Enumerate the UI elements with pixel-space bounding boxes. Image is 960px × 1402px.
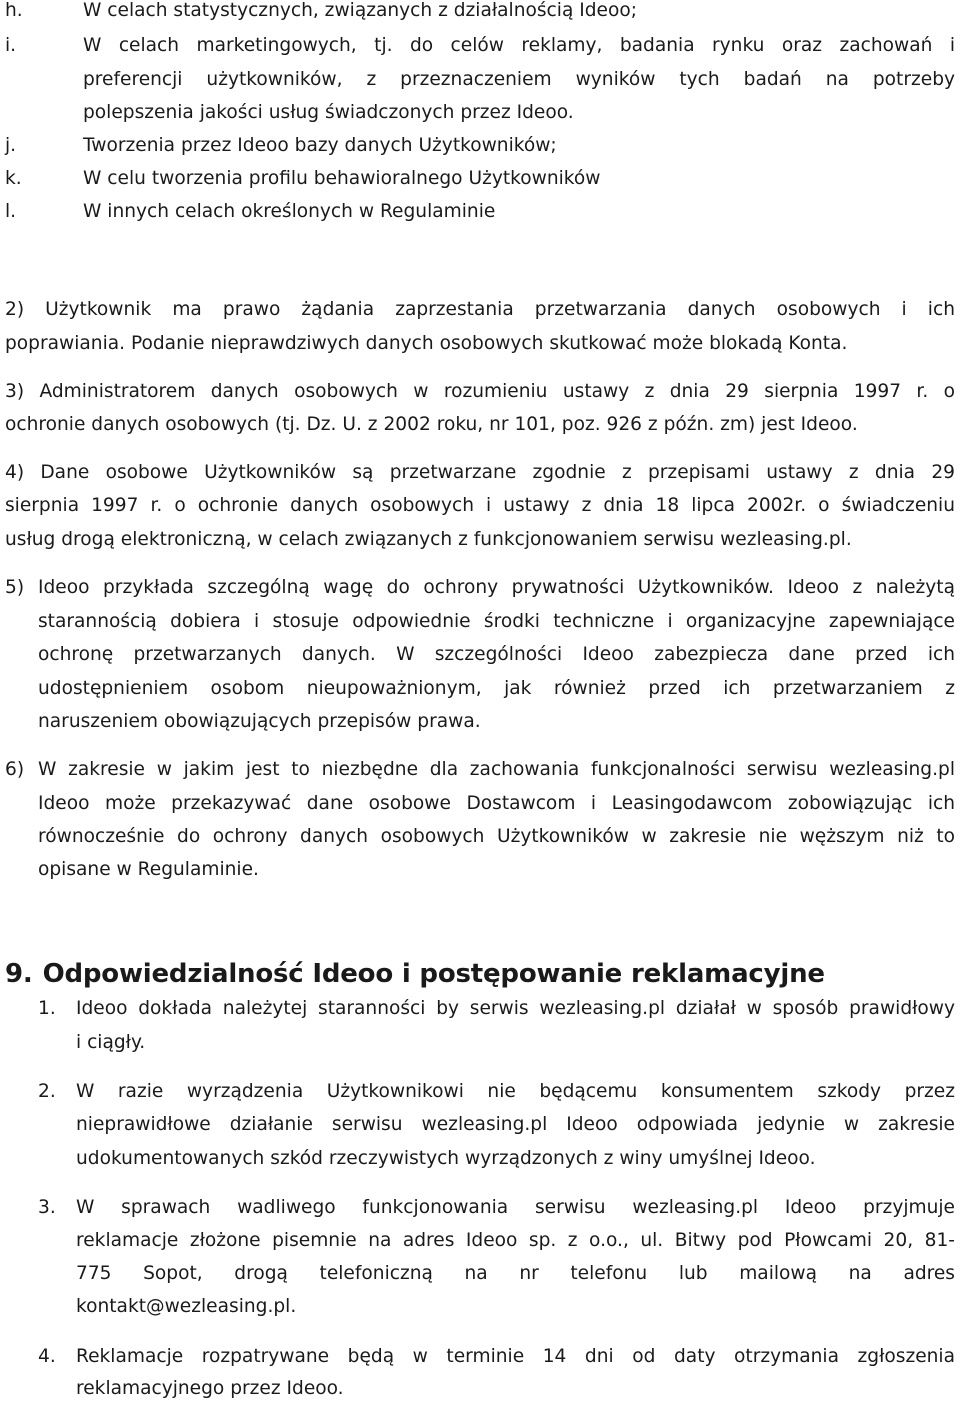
- section-title: Odpowiedzialność Ideoo i postępowanie reklamacyjne: [42, 959, 825, 989]
- item-line: Ideoo dokłada należytej staranności by serwis wezleasing.pl działał w sposób prawidłowy: [76, 998, 955, 1019]
- paragraph-marker: 5): [5, 577, 25, 598]
- list-item-line: W innych celach określonych w Regulaminie: [83, 201, 496, 222]
- list-marker: j.: [5, 135, 17, 156]
- list-marker: i.: [5, 35, 17, 56]
- item-line: nieprawidłowe działanie serwisu wezleasing.pl Ideoo odpowiada jedynie w zakresie: [76, 1114, 955, 1135]
- list-item-line: Tworzenia przez Ideoo bazy danych Użytkowników;: [83, 135, 557, 156]
- paragraph-line: 2) Użytkownik ma prawo żądania zaprzestania przetwarzania danych osobowych i ich: [5, 299, 955, 320]
- paragraph-marker: 6): [5, 759, 25, 780]
- list-marker: h.: [5, 0, 23, 21]
- paragraph-line: udostępnieniem osobom nieupoważnionym, jak również przed ich przetwarzaniem z: [38, 678, 955, 699]
- paragraph-line: sierpnia 1997 r. o ochronie danych osobowych i ustawy z dnia 18 lipca 2002r. o świadczeniu: [5, 495, 955, 516]
- list-item-line: polepszenia jakości usług świadczonych przez Ideoo.: [83, 102, 574, 123]
- item-line: kontakt@wezleasing.pl.: [76, 1296, 297, 1317]
- section-heading: [5, 957, 825, 991]
- item-line: 775 Sopot, drogą telefoniczną na nr telefonu lub mailową na adres: [76, 1263, 955, 1284]
- paragraph-line: ochronie danych osobowych (tj. Dz. U. z 2002 roku, nr 101, poz. 926 z późn. zm) jest Ideoo.: [5, 414, 858, 435]
- paragraph-line: poprawiania. Podanie nieprawdziwych danych osobowych skutkować może blokadą Konta.: [5, 333, 848, 354]
- item-line: udokumentowanych szkód rzeczywistych wyrządzonych z winy umyślnej Ideoo.: [76, 1148, 816, 1169]
- list-marker: l.: [5, 201, 17, 222]
- item-marker: 3.: [38, 1197, 56, 1218]
- section-number: 9.: [5, 959, 33, 989]
- paragraph-line: Ideoo przykłada szczególną wagę do ochrony prywatności Użytkowników. Ideoo z należytą: [38, 577, 955, 598]
- item-marker: 4.: [38, 1346, 56, 1367]
- paragraph-line: opisane w Regulaminie.: [38, 859, 259, 880]
- list-item-line: W celu tworzenia profilu behawioralnego Użytkowników: [83, 168, 601, 189]
- paragraph-line: ochronę przetwarzanych danych. W szczególności Ideoo zabezpiecza dane przed ich: [38, 644, 955, 665]
- item-line: Reklamacje rozpatrywane będą w terminie 14 dni od daty otrzymania zgłoszenia: [76, 1346, 955, 1367]
- paragraph-line: 3) Administratorem danych osobowych w rozumieniu ustawy z dnia 29 sierpnia 1997 r. o: [5, 381, 955, 402]
- paragraph-line: starannością dobiera i stosuje odpowiednie środki techniczne i organizacyjne zapewniające: [38, 611, 955, 632]
- paragraph-line: naruszeniem obowiązujących przepisów prawa.: [38, 711, 481, 732]
- item-line: W sprawach wadliwego funkcjonowania serwisu wezleasing.pl Ideoo przyjmuje: [76, 1197, 955, 1218]
- item-line: reklamacje złożone pisemnie na adres Ideoo sp. z o.o., ul. Bitwy pod Płowcami 20, 81-: [76, 1230, 955, 1251]
- list-marker: k.: [5, 168, 22, 189]
- paragraph-line: równocześnie do ochrony danych osobowych Użytkowników w zakresie nie węższym niż to: [38, 826, 955, 847]
- list-item-line: preferencji użytkowników, z przeznaczeniem wyników tych badań na potrzeby: [83, 69, 955, 90]
- item-line: i ciągły.: [76, 1032, 146, 1053]
- paragraph-line: 4) Dane osobowe Użytkowników są przetwarzane zgodnie z przepisami ustawy z dnia 29: [5, 462, 955, 483]
- item-line: W razie wyrządzenia Użytkownikowi nie będącemu konsumentem szkody przez: [76, 1081, 955, 1102]
- paragraph-line: W zakresie w jakim jest to niezbędne dla zachowania funkcjonalności serwisu wezleasing.pl: [38, 759, 955, 780]
- list-item-line: W celach marketingowych, tj. do celów reklamy, badania rynku oraz zachowań i: [83, 35, 955, 56]
- item-marker: 2.: [38, 1081, 56, 1102]
- item-marker: 1.: [38, 998, 56, 1019]
- paragraph-line: usług drogą elektroniczną, w celach związanych z funkcjonowaniem serwisu wezleasing.pl.: [5, 529, 852, 550]
- paragraph-line: Ideoo może przekazywać dane osobowe Dostawcom i Leasingodawcom zobowiązując ich: [38, 793, 955, 814]
- item-line: reklamacyjnego przez Ideoo.: [76, 1378, 344, 1399]
- list-item-line: W celach statystycznych, związanych z działalnością Ideoo;: [83, 0, 637, 21]
